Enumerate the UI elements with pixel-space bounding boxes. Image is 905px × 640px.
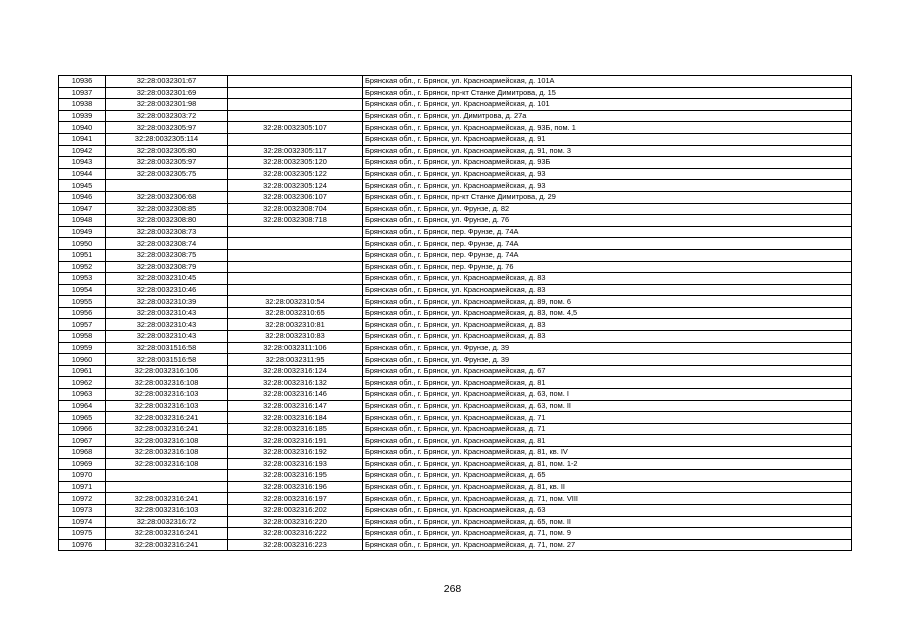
object-cadastral-number-cell — [228, 238, 363, 250]
object-cadastral-number-cell: 32:28:0032316:196 — [228, 481, 363, 493]
cadastral-number-cell: 32:28:0032316:72 — [106, 516, 228, 528]
address-cell: Брянская обл., г. Брянск, пер. Фрунзе, д. 74А — [363, 238, 852, 250]
object-cadastral-number-cell: 32:28:0032305:122 — [228, 168, 363, 180]
address-cell: Брянская обл., г. Брянск, пер. Фрунзе, д. 74А — [363, 249, 852, 261]
row-number-cell: 10964 — [59, 400, 106, 412]
cadastral-number-cell: 32:28:0031516:58 — [106, 354, 228, 366]
row-number-cell: 10946 — [59, 191, 106, 203]
object-cadastral-number-cell: 32:28:0032316:132 — [228, 377, 363, 389]
object-cadastral-number-cell: 32:28:0032316:220 — [228, 516, 363, 528]
object-cadastral-number-cell: 32:28:0032310:81 — [228, 319, 363, 331]
address-cell: Брянская обл., г. Брянск, ул. Красноармейская, д. 91, пом. 3 — [363, 145, 852, 157]
row-number-cell: 10968 — [59, 447, 106, 459]
object-cadastral-number-cell: 32:28:0032316:193 — [228, 458, 363, 470]
table-row — [59, 458, 852, 470]
object-cadastral-number-cell: 32:28:0032311:106 — [228, 342, 363, 354]
table-row — [59, 215, 852, 227]
table-row — [59, 284, 852, 296]
object-cadastral-number-cell — [228, 226, 363, 238]
row-number-cell: 10947 — [59, 203, 106, 215]
row-number-cell: 10945 — [59, 180, 106, 192]
table-row — [59, 133, 852, 145]
object-cadastral-number-cell — [228, 249, 363, 261]
cadastral-number-cell: 32:28:0032306:68 — [106, 191, 228, 203]
row-number-cell: 10960 — [59, 354, 106, 366]
table-row — [59, 319, 852, 331]
row-number-cell: 10937 — [59, 87, 106, 99]
cadastral-number-cell: 32:28:0032310:43 — [106, 319, 228, 331]
address-cell: Брянская обл., г. Брянск, ул. Красноармейская, д. 83 — [363, 284, 852, 296]
row-number-cell: 10938 — [59, 99, 106, 111]
cadastral-number-cell: 32:28:0032305:75 — [106, 168, 228, 180]
cadastral-number-cell: 32:28:0032316:103 — [106, 389, 228, 401]
address-cell: Брянская обл., г. Брянск, ул. Димитрова, д. 27а — [363, 110, 852, 122]
table-row — [59, 307, 852, 319]
object-cadastral-number-cell: 32:28:0032316:202 — [228, 504, 363, 516]
table-row — [59, 435, 852, 447]
address-cell: Брянская обл., г. Брянск, ул. Красноармейская, д. 63, пом. II — [363, 400, 852, 412]
cadastral-number-cell: 32:28:0032310:43 — [106, 307, 228, 319]
table-row — [59, 157, 852, 169]
table-row — [59, 273, 852, 285]
cadastral-number-cell: 32:28:0032305:97 — [106, 122, 228, 134]
cadastral-number-cell: 32:28:0032301:98 — [106, 99, 228, 111]
cadastral-number-cell: 32:28:0032301:69 — [106, 87, 228, 99]
cadastral-number-cell: 32:28:0032316:241 — [106, 412, 228, 424]
address-cell: Брянская обл., г. Брянск, ул. Красноармейская, д. 63 — [363, 504, 852, 516]
address-cell: Брянская обл., г. Брянск, ул. Красноармейская, д. 81, кв. IV — [363, 447, 852, 459]
address-cell: Брянская обл., г. Брянск, пр-кт Станке Димитрова, д. 15 — [363, 87, 852, 99]
address-cell: Брянская обл., г. Брянск, ул. Красноармейская, д. 101 — [363, 99, 852, 111]
address-cell: Брянская обл., г. Брянск, ул. Фрунзе, д. 39 — [363, 354, 852, 366]
cadastral-number-cell: 32:28:0032308:74 — [106, 238, 228, 250]
row-number-cell: 10954 — [59, 284, 106, 296]
row-number-cell: 10974 — [59, 516, 106, 528]
row-number-cell: 10972 — [59, 493, 106, 505]
row-number-cell: 10961 — [59, 365, 106, 377]
address-cell: Брянская обл., г. Брянск, ул. Красноармейская, д. 93 — [363, 180, 852, 192]
cadastral-number-cell: 32:28:0032316:241 — [106, 493, 228, 505]
object-cadastral-number-cell: 32:28:0032316:223 — [228, 539, 363, 551]
table-row — [59, 377, 852, 389]
object-cadastral-number-cell: 32:28:0032316:195 — [228, 470, 363, 482]
table-row — [59, 389, 852, 401]
address-cell: Брянская обл., г. Брянск, пер. Фрунзе, д. 74А — [363, 226, 852, 238]
cadastral-number-cell: 32:28:0032310:45 — [106, 273, 228, 285]
cadastral-number-cell: 32:28:0032305:114 — [106, 133, 228, 145]
cadastral-number-cell: 32:28:0032316:106 — [106, 365, 228, 377]
cadastral-number-cell: 32:28:0032316:108 — [106, 377, 228, 389]
object-cadastral-number-cell — [228, 87, 363, 99]
cadastral-number-cell — [106, 180, 228, 192]
row-number-cell: 10955 — [59, 296, 106, 308]
address-cell: Брянская обл., г. Брянск, ул. Красноармейская, д. 65 — [363, 470, 852, 482]
row-number-cell: 10941 — [59, 133, 106, 145]
row-number-cell: 10967 — [59, 435, 106, 447]
cadastral-number-cell: 32:28:0032305:80 — [106, 145, 228, 157]
row-number-cell: 10950 — [59, 238, 106, 250]
table-row — [59, 122, 852, 134]
cadastral-number-cell: 32:28:0031516:58 — [106, 342, 228, 354]
address-cell: Брянская обл., г. Брянск, ул. Красноармейская, д. 81 — [363, 377, 852, 389]
address-cell: Брянская обл., г. Брянск, пер. Фрунзе, д. 76 — [363, 261, 852, 273]
address-cell: Брянская обл., г. Брянск, ул. Красноармейская, д. 67 — [363, 365, 852, 377]
row-number-cell: 10959 — [59, 342, 106, 354]
row-number-cell: 10975 — [59, 528, 106, 540]
table-row — [59, 481, 852, 493]
address-cell: Брянская обл., г. Брянск, ул. Фрунзе, д. 39 — [363, 342, 852, 354]
table-row — [59, 249, 852, 261]
address-cell: Брянская обл., г. Брянск, ул. Красноармейская, д. 83 — [363, 273, 852, 285]
row-number-cell: 10936 — [59, 76, 106, 88]
cadastral-number-cell: 32:28:0032316:103 — [106, 400, 228, 412]
address-cell: Брянская обл., г. Брянск, ул. Красноармейская, д. 93Б, пом. 1 — [363, 122, 852, 134]
cadastral-number-cell: 32:28:0032316:108 — [106, 447, 228, 459]
row-number-cell: 10976 — [59, 539, 106, 551]
cadastral-number-cell — [106, 481, 228, 493]
table-row — [59, 110, 852, 122]
object-cadastral-number-cell — [228, 284, 363, 296]
object-cadastral-number-cell: 32:28:0032316:191 — [228, 435, 363, 447]
registry-table — [58, 75, 852, 551]
table-row — [59, 528, 852, 540]
object-cadastral-number-cell: 32:28:0032316:184 — [228, 412, 363, 424]
object-cadastral-number-cell: 32:28:0032316:192 — [228, 447, 363, 459]
address-cell: Брянская обл., г. Брянск, ул. Красноармейская, д. 65, пом. II — [363, 516, 852, 528]
row-number-cell: 10957 — [59, 319, 106, 331]
table-row — [59, 226, 852, 238]
table-row — [59, 168, 852, 180]
object-cadastral-number-cell: 32:28:0032316:197 — [228, 493, 363, 505]
cadastral-number-cell: 32:28:0032310:46 — [106, 284, 228, 296]
row-number-cell: 10971 — [59, 481, 106, 493]
address-cell: Брянская обл., г. Брянск, ул. Красноармейская, д. 71 — [363, 412, 852, 424]
object-cadastral-number-cell: 32:28:0032316:147 — [228, 400, 363, 412]
table-row — [59, 296, 852, 308]
cadastral-number-cell: 32:28:0032316:241 — [106, 423, 228, 435]
row-number-cell: 10970 — [59, 470, 106, 482]
object-cadastral-number-cell: 32:28:0032306:107 — [228, 191, 363, 203]
object-cadastral-number-cell — [228, 261, 363, 273]
object-cadastral-number-cell: 32:28:0032310:65 — [228, 307, 363, 319]
object-cadastral-number-cell: 32:28:0032305:117 — [228, 145, 363, 157]
object-cadastral-number-cell: 32:28:0032308:704 — [228, 203, 363, 215]
table-row — [59, 504, 852, 516]
cadastral-number-cell: 32:28:0032308:73 — [106, 226, 228, 238]
row-number-cell: 10953 — [59, 273, 106, 285]
table-row — [59, 261, 852, 273]
table-row — [59, 365, 852, 377]
cadastral-number-cell: 32:28:0032316:108 — [106, 435, 228, 447]
table-row — [59, 423, 852, 435]
cadastral-number-cell: 32:28:0032308:79 — [106, 261, 228, 273]
table-row — [59, 342, 852, 354]
table-row — [59, 516, 852, 528]
object-cadastral-number-cell: 32:28:0032308:718 — [228, 215, 363, 227]
cadastral-number-cell: 32:28:0032308:80 — [106, 215, 228, 227]
object-cadastral-number-cell — [228, 76, 363, 88]
table-row — [59, 447, 852, 459]
table-row — [59, 539, 852, 551]
address-cell: Брянская обл., г. Брянск, ул. Красноармейская, д. 71, пом. 9 — [363, 528, 852, 540]
row-number-cell: 10944 — [59, 168, 106, 180]
cadastral-number-cell: 32:28:0032316:103 — [106, 504, 228, 516]
object-cadastral-number-cell: 32:28:0032310:83 — [228, 331, 363, 343]
table-row — [59, 238, 852, 250]
row-number-cell: 10940 — [59, 122, 106, 134]
row-number-cell: 10965 — [59, 412, 106, 424]
object-cadastral-number-cell — [228, 133, 363, 145]
page-number: 268 — [443, 583, 462, 595]
row-number-cell: 10948 — [59, 215, 106, 227]
row-number-cell: 10962 — [59, 377, 106, 389]
cadastral-number-cell: 32:28:0032303:72 — [106, 110, 228, 122]
row-number-cell: 10966 — [59, 423, 106, 435]
row-number-cell: 10942 — [59, 145, 106, 157]
row-number-cell: 10956 — [59, 307, 106, 319]
row-number-cell: 10952 — [59, 261, 106, 273]
row-number-cell: 10963 — [59, 389, 106, 401]
cadastral-number-cell: 32:28:0032308:75 — [106, 249, 228, 261]
table-row — [59, 191, 852, 203]
object-cadastral-number-cell — [228, 110, 363, 122]
cadastral-number-cell: 32:28:0032301:67 — [106, 76, 228, 88]
table-row — [59, 354, 852, 366]
object-cadastral-number-cell: 32:28:0032316:146 — [228, 389, 363, 401]
registry-table-body — [59, 76, 852, 551]
object-cadastral-number-cell: 32:28:0032316:222 — [228, 528, 363, 540]
cadastral-number-cell — [106, 470, 228, 482]
row-number-cell: 10958 — [59, 331, 106, 343]
object-cadastral-number-cell: 32:28:0032316:124 — [228, 365, 363, 377]
object-cadastral-number-cell: 32:28:0032305:120 — [228, 157, 363, 169]
address-cell: Брянская обл., г. Брянск, ул. Красноармейская, д. 91 — [363, 133, 852, 145]
address-cell: Брянская обл., г. Брянск, ул. Красноармейская, д. 101А — [363, 76, 852, 88]
address-cell: Брянская обл., г. Брянск, ул. Красноармейская, д. 71 — [363, 423, 852, 435]
row-number-cell: 10973 — [59, 504, 106, 516]
object-cadastral-number-cell: 32:28:0032316:185 — [228, 423, 363, 435]
address-cell: Брянская обл., г. Брянск, ул. Красноармейская, д. 83 — [363, 319, 852, 331]
address-cell: Брянская обл., г. Брянск, ул. Красноармейская, д. 89, пом. 6 — [363, 296, 852, 308]
table-row — [59, 400, 852, 412]
address-cell: Брянская обл., г. Брянск, ул. Красноармейская, д. 93 — [363, 168, 852, 180]
address-cell: Брянская обл., г. Брянск, ул. Красноармейская, д. 71, пом. VIII — [363, 493, 852, 505]
object-cadastral-number-cell: 32:28:0032311:95 — [228, 354, 363, 366]
table-row — [59, 87, 852, 99]
address-cell: Брянская обл., г. Брянск, ул. Красноармейская, д. 63, пом. I — [363, 389, 852, 401]
table-row — [59, 412, 852, 424]
cadastral-number-cell: 32:28:0032308:85 — [106, 203, 228, 215]
table-row — [59, 99, 852, 111]
cadastral-number-cell: 32:28:0032310:39 — [106, 296, 228, 308]
address-cell: Брянская обл., г. Брянск, ул. Фрунзе, д. 76 — [363, 215, 852, 227]
address-cell: Брянская обл., г. Брянск, ул. Красноармейская, д. 83 — [363, 331, 852, 343]
address-cell: Брянская обл., г. Брянск, ул. Красноармейская, д. 81, кв. II — [363, 481, 852, 493]
address-cell: Брянская обл., г. Брянск, ул. Фрунзе, д. 82 — [363, 203, 852, 215]
table-row — [59, 470, 852, 482]
table-row — [59, 76, 852, 88]
cadastral-number-cell: 32:28:0032305:97 — [106, 157, 228, 169]
address-cell: Брянская обл., г. Брянск, ул. Красноармейская, д. 71, пом. 27 — [363, 539, 852, 551]
row-number-cell: 10949 — [59, 226, 106, 238]
address-cell: Брянская обл., г. Брянск, пр-кт Станке Димитрова, д. 29 — [363, 191, 852, 203]
address-cell: Брянская обл., г. Брянск, ул. Красноармейская, д. 93Б — [363, 157, 852, 169]
table-row — [59, 331, 852, 343]
table-row — [59, 493, 852, 505]
row-number-cell: 10969 — [59, 458, 106, 470]
row-number-cell: 10943 — [59, 157, 106, 169]
table-row — [59, 145, 852, 157]
address-cell: Брянская обл., г. Брянск, ул. Красноармейская, д. 83, пом. 4,5 — [363, 307, 852, 319]
cadastral-number-cell: 32:28:0032316:108 — [106, 458, 228, 470]
object-cadastral-number-cell: 32:28:0032305:124 — [228, 180, 363, 192]
object-cadastral-number-cell — [228, 99, 363, 111]
cadastral-number-cell: 32:28:0032316:241 — [106, 528, 228, 540]
table-row — [59, 203, 852, 215]
object-cadastral-number-cell: 32:28:0032305:107 — [228, 122, 363, 134]
cadastral-number-cell: 32:28:0032310:43 — [106, 331, 228, 343]
address-cell: Брянская обл., г. Брянск, ул. Красноармейская, д. 81, пом. 1-2 — [363, 458, 852, 470]
object-cadastral-number-cell: 32:28:0032310:54 — [228, 296, 363, 308]
address-cell: Брянская обл., г. Брянск, ул. Красноармейская, д. 81 — [363, 435, 852, 447]
object-cadastral-number-cell — [228, 273, 363, 285]
row-number-cell: 10951 — [59, 249, 106, 261]
cadastral-number-cell: 32:28:0032316:241 — [106, 539, 228, 551]
row-number-cell: 10939 — [59, 110, 106, 122]
table-row — [59, 180, 852, 192]
